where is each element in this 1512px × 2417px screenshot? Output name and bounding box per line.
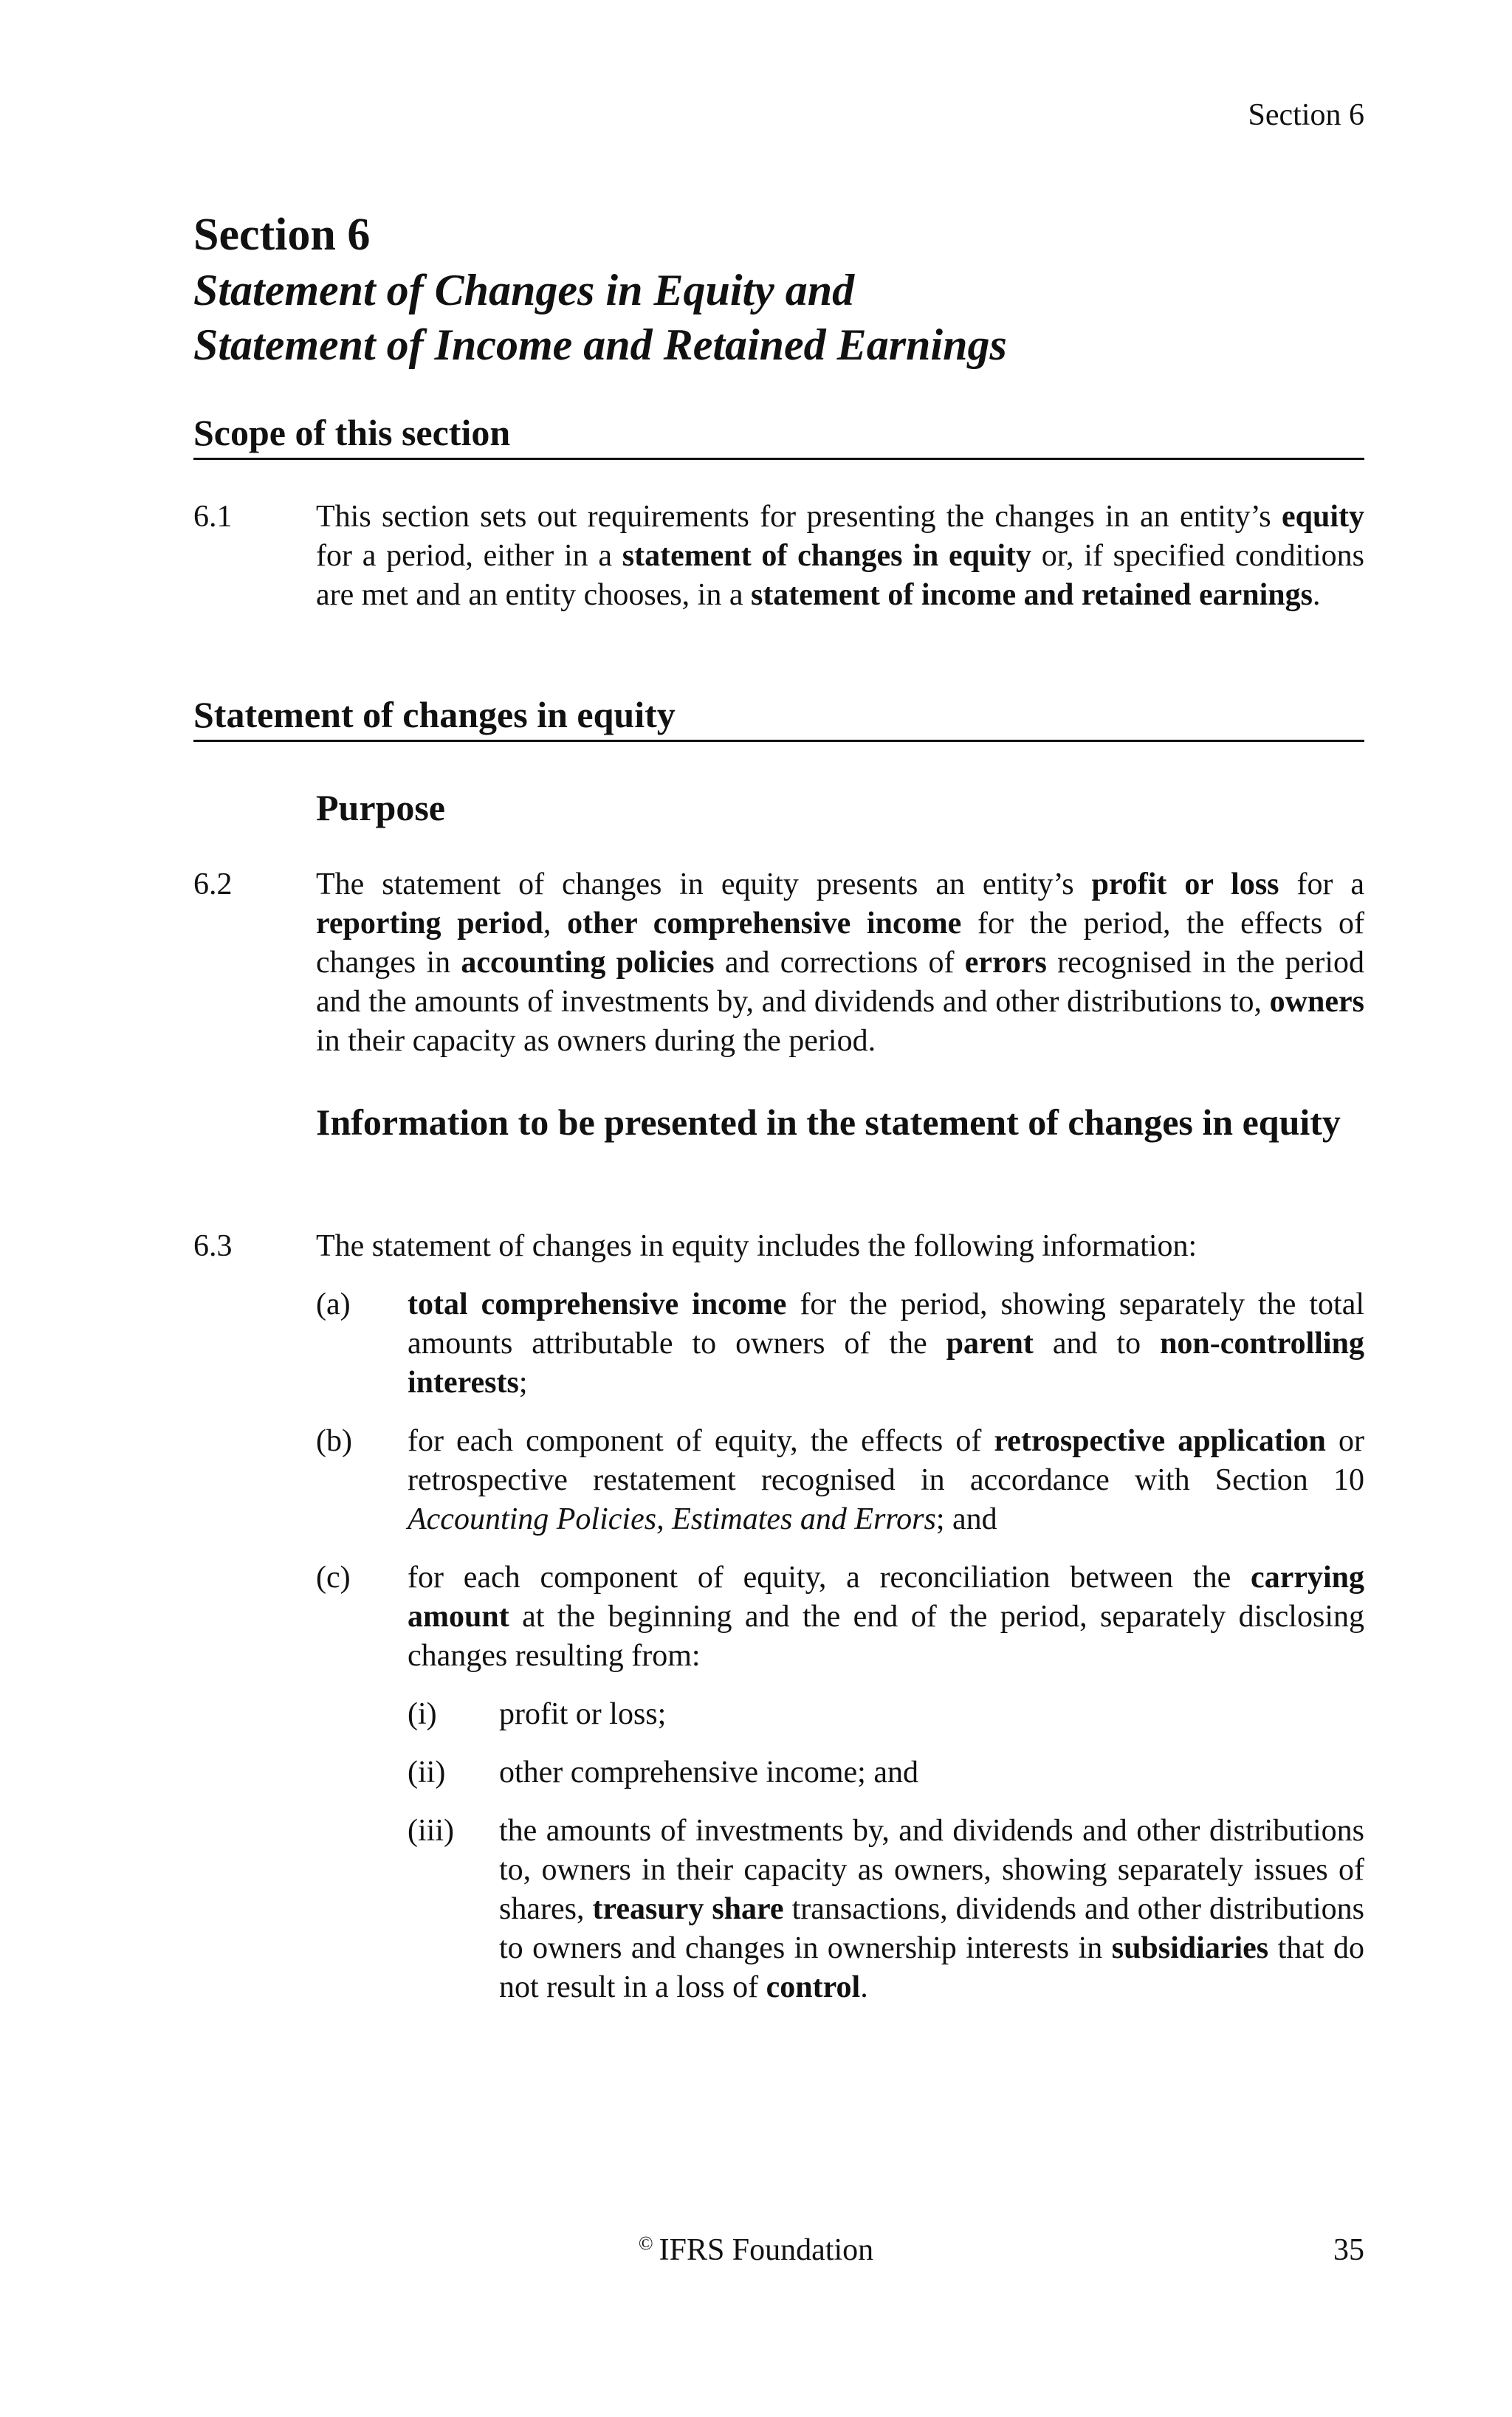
paragraph-6-1 (193, 498, 1364, 615)
list-text: for each component of equity, the effects of retrospective application or retrospective restatement recognised in accordance with Section 10 Accounting Policies, Estimates and Errors; and (408, 1424, 1364, 1536)
paragraph-6-2 (193, 865, 1364, 1061)
paragraph-text: The statement of changes in equity presents an entity’s profit or loss for a reporting period, other comprehensive income for the period, the effects of changes in accounting policies and corrections of errors recognised in the period and the amounts of investments by, and dividends and other distributions to, owners in their capacity as owners during the period. (316, 867, 1365, 1058)
section-subtitle-line-1: Statement of Changes in Equity and (193, 266, 855, 314)
section-subtitle-line-2: Statement of Income and Retained Earnings (193, 320, 1007, 369)
list-text: total comprehensive income for the period, showing separately the total amounts attributable to owners of the parent and to non-controlling interests; (408, 1287, 1364, 1400)
sublist-label: (iii) (408, 1814, 454, 1848)
copyright-symbol: © (638, 2232, 653, 2254)
running-header: Section 6 (1248, 98, 1364, 132)
sublist-text: the amounts of investments by, and dividends and other distributions to, owners in their capacity as owners, showing separately issues of shares, treasury share transactions, dividends and other distributions to owners and changes in ownership interests in subsidiaries that do not result in a loss of control. (499, 1814, 1364, 2004)
list-item-c (193, 1558, 1364, 2007)
page-number: 35 (1333, 2233, 1364, 2267)
paragraph-number: 6.1 (193, 500, 233, 534)
list-label: (a) (316, 1287, 351, 1321)
sublist-item-iii (193, 1812, 1364, 2007)
sublist-label: (i) (408, 1697, 437, 1731)
footer-copyright (0, 2232, 1512, 2268)
sublist-text: profit or loss; (499, 1697, 667, 1731)
heading-statement-of-changes: Statement of changes in equity (193, 692, 1364, 742)
sublist-item-i (193, 1695, 1364, 1734)
paragraph-number: 6.3 (193, 1229, 233, 1263)
footer-publisher: IFRS Foundation (659, 2233, 874, 2267)
heading-purpose: Purpose (316, 787, 445, 828)
paragraph-number: 6.2 (193, 867, 233, 901)
list-text: for each component of equity, a reconciliation between the carrying amount at the beginning and the end of the period, separately disclosing changes resulting from: (408, 1561, 1364, 1673)
paragraph-6-3 (193, 1227, 1364, 2007)
list-item-a (193, 1285, 1364, 1403)
list-label: (b) (316, 1424, 352, 1458)
paragraph-intro: The statement of changes in equity includes the following information: (316, 1229, 1197, 1263)
sublist-text: other comprehensive income; and (499, 1756, 918, 1789)
sublist-label: (ii) (408, 1756, 446, 1789)
sublist-item-ii (193, 1753, 1364, 1792)
list-label: (c) (316, 1561, 351, 1595)
heading-information-presented: Information to be presented in the statement of changes in equity (316, 1101, 1341, 1143)
paragraph-text: This section sets out requirements for presenting the changes in an entity’s equity for a period, either in a statement of changes in equity or, if specified conditions are met and an entity chooses, in a statement of income and retained earnings. (316, 500, 1364, 612)
section-title-block (193, 207, 1364, 372)
heading-scope: Scope of this section (193, 410, 1364, 460)
section-number: Section 6 (193, 210, 371, 260)
list-item-b (193, 1422, 1364, 1539)
